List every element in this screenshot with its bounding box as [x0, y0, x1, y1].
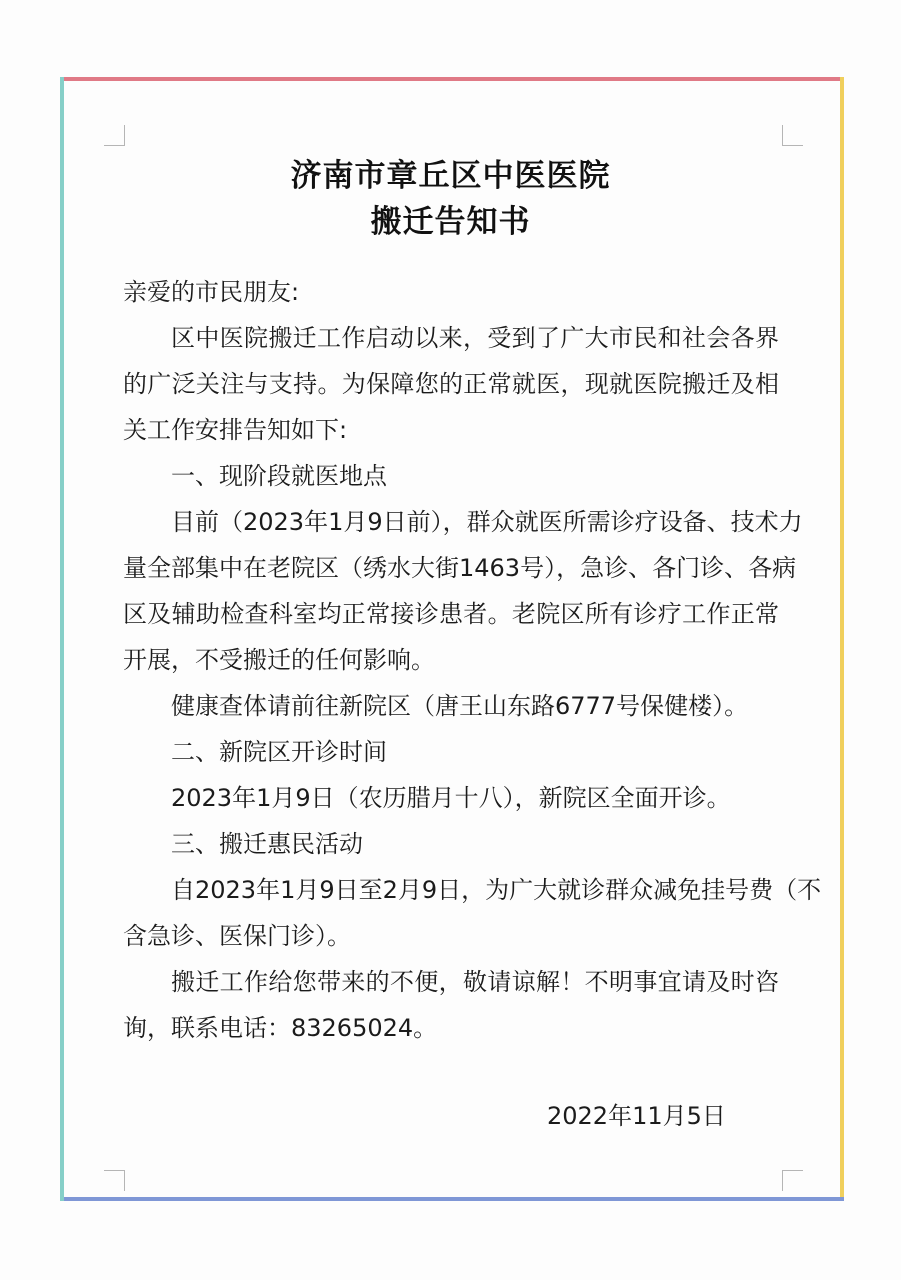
section1-line: 量全部集中在老院区（绣水大街1463号），急诊、各门诊、各病: [123, 554, 797, 582]
greeting: 亲爱的市民朋友:: [123, 278, 300, 306]
intro-line: 区中医院搬迁工作启动以来，受到了广大市民和社会各界: [171, 324, 779, 352]
section1-line: 开展，不受搬迁的任何影响。: [123, 646, 435, 674]
section-heading-2: 二、新院区开诊时间: [171, 738, 387, 766]
section3-line: 含急诊、医保门诊）。: [123, 922, 351, 950]
frame-border-top: [60, 77, 844, 81]
page-subtitle: 搬迁告知书: [370, 204, 531, 240]
corner-mark-bottom-left: [104, 1170, 125, 1191]
section1-line: 目前（2023年1月9日前），群众就医所需诊疗设备、技术力: [171, 508, 803, 536]
corner-mark-top-left: [104, 125, 125, 146]
section-heading-1: 一、现阶段就医地点: [171, 462, 387, 490]
closing-line: 询，联系电话：83265024。: [123, 1014, 438, 1042]
corner-mark-bottom-right: [782, 1170, 803, 1191]
intro-line: 的广泛关注与支持。为保障您的正常就医，现就医院搬迁及相: [123, 370, 779, 398]
opening-date: 2023年1月9日（农历腊月十八），新院区全面开诊。: [171, 784, 731, 812]
section3-line: 自2023年1月9日至2月9日，为广大就诊群众减免挂号费（不: [171, 876, 822, 904]
intro-line: 关工作安排告知如下:: [123, 416, 348, 444]
section1-line: 区及辅助检查科室均正常接诊患者。老院区所有诊疗工作正常: [123, 600, 779, 628]
frame-border-bottom: [60, 1197, 844, 1201]
page-title: 济南市章丘区中医医院: [290, 158, 611, 194]
frame-border-left: [60, 77, 64, 1201]
section-heading-3: 三、搬迁惠民活动: [171, 830, 363, 858]
frame-border-right: [840, 77, 844, 1201]
checkup-location: 健康查体请前往新院区（唐王山东路6777号保健楼）。: [171, 692, 749, 720]
closing-line: 搬迁工作给您带来的不便，敬请谅解！不明事宜请及时咨: [171, 968, 779, 996]
corner-mark-top-right: [782, 125, 803, 146]
notice-date: 2022年11月5日: [547, 1102, 726, 1130]
